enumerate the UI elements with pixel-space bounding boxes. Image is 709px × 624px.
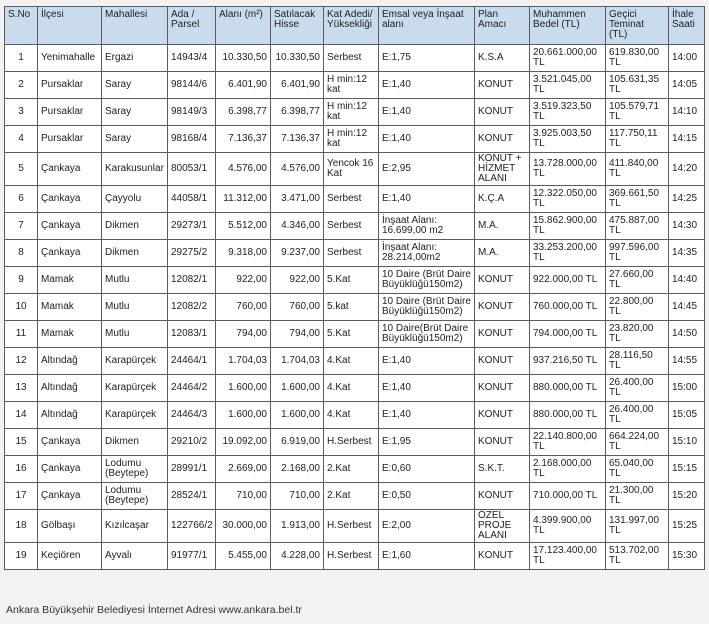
neighborhood-cell: Mutlu [102, 321, 168, 348]
district-cell: Altındağ [38, 348, 102, 375]
estimated-price-cell: 17.123.400,00 TL [530, 543, 606, 570]
plan-purpose-cell: S.K.T. [475, 456, 530, 483]
block-parcel-cell: 12082/2 [168, 294, 216, 321]
estimated-price-cell: 3.925.003,50 TL [530, 126, 606, 153]
floors-cell: H.Serbest [324, 543, 379, 570]
deposit-cell: 117.750,11 TL [606, 126, 669, 153]
table-row [5, 99, 705, 126]
district-cell: Çankaya [38, 483, 102, 510]
block-parcel-cell: 24464/3 [168, 402, 216, 429]
area-cell: 1.704,03 [216, 348, 271, 375]
floors-cell: 5.Kat [324, 267, 379, 294]
table-row [5, 267, 705, 294]
area-cell: 30.000,00 [216, 510, 271, 543]
floor-area-ratio-cell: İnşaat Alanı: 28.214,00m2 [379, 240, 475, 267]
neighborhood-cell: Dikmen [102, 213, 168, 240]
district-cell: Keçiören [38, 543, 102, 570]
floor-area-ratio-cell: 10 Daire (Brüt Daire Büyüklüğü150m2) [379, 294, 475, 321]
row-number-cell: 5 [5, 153, 38, 186]
area-cell: 6.401,90 [216, 72, 271, 99]
floors-cell: 5.Kat [324, 321, 379, 348]
floors-cell: 4.Kat [324, 402, 379, 429]
share-cell: 1.600,00 [271, 402, 324, 429]
area-cell: 1.600,00 [216, 375, 271, 402]
area-cell: 7.136,37 [216, 126, 271, 153]
estimated-price-cell: 13.728.000,00 TL [530, 153, 606, 186]
floor-area-ratio-cell: E:2,95 [379, 153, 475, 186]
deposit-cell: 26.400,00 TL [606, 375, 669, 402]
area-cell: 922,00 [216, 267, 271, 294]
auction-time-cell: 14:35 [669, 240, 705, 267]
row-number-cell: 17 [5, 483, 38, 510]
district-cell: Mamak [38, 267, 102, 294]
plan-purpose-cell: ÖZEL PROJE ALANI [475, 510, 530, 543]
area-cell: 19.092,00 [216, 429, 271, 456]
deposit-cell: 28.116,50 TL [606, 348, 669, 375]
header-cell: Satılacak Hisse [271, 7, 324, 45]
neighborhood-cell: Karapürçek [102, 375, 168, 402]
plan-purpose-cell: KONUT [475, 375, 530, 402]
auction-time-cell: 14:00 [669, 45, 705, 72]
neighborhood-cell: Saray [102, 99, 168, 126]
table-row [5, 186, 705, 213]
deposit-cell: 22.800,00 TL [606, 294, 669, 321]
block-parcel-cell: 29210/2 [168, 429, 216, 456]
plan-purpose-cell: M.A. [475, 240, 530, 267]
plan-purpose-cell: M.A. [475, 213, 530, 240]
floor-area-ratio-cell: E:1,95 [379, 429, 475, 456]
floors-cell: H min:12 kat [324, 126, 379, 153]
estimated-price-cell: 794.000,00 TL [530, 321, 606, 348]
row-number-cell: 6 [5, 186, 38, 213]
row-number-cell: 16 [5, 456, 38, 483]
plan-purpose-cell: KONUT [475, 294, 530, 321]
neighborhood-cell: Kızılcaşar [102, 510, 168, 543]
floors-cell: H min:12 kat [324, 99, 379, 126]
area-cell: 4.576,00 [216, 153, 271, 186]
share-cell: 710,00 [271, 483, 324, 510]
deposit-cell: 513.702,00 TL [606, 543, 669, 570]
floor-area-ratio-cell: E:1,40 [379, 72, 475, 99]
deposit-cell: 411.840,00 TL [606, 153, 669, 186]
auction-time-cell: 14:05 [669, 72, 705, 99]
row-number-cell: 18 [5, 510, 38, 543]
plan-purpose-cell: K.S.A [475, 45, 530, 72]
row-number-cell: 8 [5, 240, 38, 267]
district-cell: Çankaya [38, 240, 102, 267]
plan-purpose-cell: K.Ç.A [475, 186, 530, 213]
neighborhood-cell: Karapürçek [102, 348, 168, 375]
neighborhood-cell: Ergazi [102, 45, 168, 72]
district-cell: Mamak [38, 321, 102, 348]
deposit-cell: 27.660,00 TL [606, 267, 669, 294]
area-cell: 5.455,00 [216, 543, 271, 570]
plan-purpose-cell: KONUT [475, 402, 530, 429]
share-cell: 6.401,90 [271, 72, 324, 99]
floors-cell: H min:12 kat [324, 72, 379, 99]
row-number-cell: 2 [5, 72, 38, 99]
floor-area-ratio-cell: E:0,50 [379, 483, 475, 510]
block-parcel-cell: 28524/1 [168, 483, 216, 510]
district-cell: Çankaya [38, 456, 102, 483]
deposit-cell: 369.661,50 TL [606, 186, 669, 213]
estimated-price-cell: 880.000,00 TL [530, 375, 606, 402]
auction-time-cell: 14:15 [669, 126, 705, 153]
block-parcel-cell: 44058/1 [168, 186, 216, 213]
plan-purpose-cell: KONUT [475, 321, 530, 348]
floor-area-ratio-cell: E:1,40 [379, 186, 475, 213]
estimated-price-cell: 22.140.800,00 TL [530, 429, 606, 456]
share-cell: 6.398,77 [271, 99, 324, 126]
neighborhood-cell: Mutlu [102, 294, 168, 321]
header-cell: Geçici Teminat (TL) [606, 7, 669, 45]
auction-time-cell: 15:10 [669, 429, 705, 456]
district-cell: Pursaklar [38, 99, 102, 126]
neighborhood-cell: Lodumu (Beytepe) [102, 456, 168, 483]
share-cell: 10.330,50 [271, 45, 324, 72]
share-cell: 1.704,03 [271, 348, 324, 375]
table-row [5, 543, 705, 570]
neighborhood-cell: Dikmen [102, 429, 168, 456]
floor-area-ratio-cell: E:1,40 [379, 375, 475, 402]
block-parcel-cell: 29275/2 [168, 240, 216, 267]
share-cell: 2.168,00 [271, 456, 324, 483]
estimated-price-cell: 20.661.000,00 TL [530, 45, 606, 72]
area-cell: 1.600,00 [216, 402, 271, 429]
estimated-price-cell: 12.322.050,00 TL [530, 186, 606, 213]
row-number-cell: 4 [5, 126, 38, 153]
deposit-cell: 26.400,00 TL [606, 402, 669, 429]
area-cell: 2.669,00 [216, 456, 271, 483]
estimated-price-cell: 4.399.900,00 TL [530, 510, 606, 543]
table-row [5, 240, 705, 267]
neighborhood-cell: Ayvalı [102, 543, 168, 570]
table-row [5, 153, 705, 186]
footer-note: Ankara Büyükşehir Belediyesi İnternet Adresi www.ankara.bel.tr [6, 604, 302, 616]
neighborhood-cell: Lodumu (Beytepe) [102, 483, 168, 510]
deposit-cell: 23.820,00 TL [606, 321, 669, 348]
neighborhood-cell: Mutlu [102, 267, 168, 294]
deposit-cell: 105.579,71 TL [606, 99, 669, 126]
floors-cell: 4.Kat [324, 348, 379, 375]
district-cell: Çankaya [38, 213, 102, 240]
share-cell: 1.913,00 [271, 510, 324, 543]
header-row [5, 7, 705, 45]
neighborhood-cell: Karapürçek [102, 402, 168, 429]
estimated-price-cell: 937.216,50 TL [530, 348, 606, 375]
neighborhood-cell: Çayyolu [102, 186, 168, 213]
floor-area-ratio-cell: E:0,60 [379, 456, 475, 483]
block-parcel-cell: 98149/3 [168, 99, 216, 126]
auction-time-cell: 14:50 [669, 321, 705, 348]
neighborhood-cell: Saray [102, 72, 168, 99]
header-cell: Emsal veya İnşaat alanı [379, 7, 475, 45]
share-cell: 9.237,00 [271, 240, 324, 267]
floors-cell: 5.kat [324, 294, 379, 321]
deposit-cell: 475.887,00 TL [606, 213, 669, 240]
floors-cell: Serbest [324, 240, 379, 267]
estimated-price-cell: 710.000,00 TL [530, 483, 606, 510]
floors-cell: H.Serbest [324, 510, 379, 543]
row-number-cell: 1 [5, 45, 38, 72]
district-cell: Altındağ [38, 402, 102, 429]
table-row [5, 294, 705, 321]
row-number-cell: 3 [5, 99, 38, 126]
row-number-cell: 12 [5, 348, 38, 375]
district-cell: Çankaya [38, 153, 102, 186]
block-parcel-cell: 24464/2 [168, 375, 216, 402]
row-number-cell: 14 [5, 402, 38, 429]
district-cell: Pursaklar [38, 126, 102, 153]
plan-purpose-cell: KONUT [475, 483, 530, 510]
table-row [5, 483, 705, 510]
floors-cell: 2.Kat [324, 456, 379, 483]
header-cell: S.No [5, 7, 38, 45]
table-row [5, 402, 705, 429]
row-number-cell: 10 [5, 294, 38, 321]
auction-time-cell: 15:00 [669, 375, 705, 402]
area-cell: 710,00 [216, 483, 271, 510]
block-parcel-cell: 28991/1 [168, 456, 216, 483]
row-number-cell: 9 [5, 267, 38, 294]
share-cell: 922,00 [271, 267, 324, 294]
header-cell: Alanı (m²) [216, 7, 271, 45]
plan-purpose-cell: KONUT [475, 99, 530, 126]
floors-cell: Serbest [324, 213, 379, 240]
auction-time-cell: 15:20 [669, 483, 705, 510]
header-cell: Kat Adedi/ Yüksekliği [324, 7, 379, 45]
table-row [5, 213, 705, 240]
district-cell: Mamak [38, 294, 102, 321]
floor-area-ratio-cell: İnşaat Alanı: 16.699,00 m2 [379, 213, 475, 240]
auction-time-cell: 14:30 [669, 213, 705, 240]
table-row [5, 510, 705, 543]
floor-area-ratio-cell: 10 Daire(Brüt Daire Büyüklüğü150m2) [379, 321, 475, 348]
floor-area-ratio-cell: E:1,40 [379, 402, 475, 429]
floors-cell: Yencok 16 Kat [324, 153, 379, 186]
district-cell: Pursaklar [38, 72, 102, 99]
plan-purpose-cell: KONUT + HİZMET ALANI [475, 153, 530, 186]
table-row [5, 72, 705, 99]
plan-purpose-cell: KONUT [475, 126, 530, 153]
deposit-cell: 21.300,00 TL [606, 483, 669, 510]
floors-cell: H.Serbest [324, 429, 379, 456]
block-parcel-cell: 14943/4 [168, 45, 216, 72]
estimated-price-cell: 15.862.900,00 TL [530, 213, 606, 240]
auction-time-cell: 14:25 [669, 186, 705, 213]
header-cell: Muhammen Bedel (TL) [530, 7, 606, 45]
share-cell: 3.471,00 [271, 186, 324, 213]
share-cell: 4.576,00 [271, 153, 324, 186]
block-parcel-cell: 122766/2 [168, 510, 216, 543]
share-cell: 4.228,00 [271, 543, 324, 570]
block-parcel-cell: 12083/1 [168, 321, 216, 348]
floor-area-ratio-cell: E:2,00 [379, 510, 475, 543]
estimated-price-cell: 3.521.045,00 TL [530, 72, 606, 99]
auction-time-cell: 14:10 [669, 99, 705, 126]
estimated-price-cell: 760.000,00 TL [530, 294, 606, 321]
auction-time-cell: 15:30 [669, 543, 705, 570]
deposit-cell: 65.040,00 TL [606, 456, 669, 483]
district-cell: Altındağ [38, 375, 102, 402]
plan-purpose-cell: KONUT [475, 429, 530, 456]
estimated-price-cell: 922.000,00 TL [530, 267, 606, 294]
block-parcel-cell: 98144/6 [168, 72, 216, 99]
row-number-cell: 15 [5, 429, 38, 456]
block-parcel-cell: 80053/1 [168, 153, 216, 186]
plan-purpose-cell: KONUT [475, 267, 530, 294]
district-cell: Gölbaşı [38, 510, 102, 543]
auction-time-cell: 14:40 [669, 267, 705, 294]
header-cell: Plan Amacı [475, 7, 530, 45]
deposit-cell: 131.997,00 TL [606, 510, 669, 543]
table-row [5, 348, 705, 375]
table-row [5, 375, 705, 402]
block-parcel-cell: 12082/1 [168, 267, 216, 294]
block-parcel-cell: 98168/4 [168, 126, 216, 153]
header-cell: İhale Saati [669, 7, 705, 45]
area-cell: 10.330,50 [216, 45, 271, 72]
estimated-price-cell: 33.253.200,00 TL [530, 240, 606, 267]
auction-time-cell: 15:25 [669, 510, 705, 543]
floor-area-ratio-cell: E:1,75 [379, 45, 475, 72]
block-parcel-cell: 29273/1 [168, 213, 216, 240]
plan-purpose-cell: KONUT [475, 72, 530, 99]
auction-time-cell: 14:20 [669, 153, 705, 186]
plan-purpose-cell: KONUT [475, 348, 530, 375]
auction-time-cell: 14:55 [669, 348, 705, 375]
plan-purpose-cell: KONUT [475, 543, 530, 570]
row-number-cell: 11 [5, 321, 38, 348]
auction-time-cell: 15:15 [669, 456, 705, 483]
deposit-cell: 664.224,00 TL [606, 429, 669, 456]
area-cell: 9.318,00 [216, 240, 271, 267]
deposit-cell: 619.830,00 TL [606, 45, 669, 72]
estimated-price-cell: 2.168.000,00 TL [530, 456, 606, 483]
share-cell: 4.346,00 [271, 213, 324, 240]
share-cell: 6.919,00 [271, 429, 324, 456]
estimated-price-cell: 3.519.323,50 TL [530, 99, 606, 126]
row-number-cell: 7 [5, 213, 38, 240]
floors-cell: Serbest [324, 45, 379, 72]
table-row [5, 456, 705, 483]
neighborhood-cell: Karakusunlar [102, 153, 168, 186]
auction-time-cell: 15:05 [669, 402, 705, 429]
share-cell: 7.136,37 [271, 126, 324, 153]
floor-area-ratio-cell: 10 Daire (Brüt Daire Büyüklüğü150m2) [379, 267, 475, 294]
estimated-price-cell: 880.000,00 TL [530, 402, 606, 429]
header-cell: İlçesi [38, 7, 102, 45]
floor-area-ratio-cell: E:1,40 [379, 126, 475, 153]
block-parcel-cell: 24464/1 [168, 348, 216, 375]
deposit-cell: 997.596,00 TL [606, 240, 669, 267]
share-cell: 760,00 [271, 294, 324, 321]
area-cell: 794,00 [216, 321, 271, 348]
table-row [5, 45, 705, 72]
table-body [5, 45, 705, 570]
floor-area-ratio-cell: E:1,60 [379, 543, 475, 570]
district-cell: Çankaya [38, 186, 102, 213]
deposit-cell: 105.631,35 TL [606, 72, 669, 99]
floors-cell: 2.Kat [324, 483, 379, 510]
district-cell: Yenimahalle [38, 45, 102, 72]
block-parcel-cell: 91977/1 [168, 543, 216, 570]
header-cell: Ada / Parsel [168, 7, 216, 45]
row-number-cell: 13 [5, 375, 38, 402]
area-cell: 11.312,00 [216, 186, 271, 213]
header-cell: Mahallesi [102, 7, 168, 45]
share-cell: 1.600,00 [271, 375, 324, 402]
row-number-cell: 19 [5, 543, 38, 570]
table-row [5, 429, 705, 456]
floor-area-ratio-cell: E:1,40 [379, 348, 475, 375]
area-cell: 760,00 [216, 294, 271, 321]
area-cell: 5.512,00 [216, 213, 271, 240]
table-row [5, 321, 705, 348]
neighborhood-cell: Dikmen [102, 240, 168, 267]
neighborhood-cell: Saray [102, 126, 168, 153]
floors-cell: 4.Kat [324, 375, 379, 402]
floors-cell: Serbest [324, 186, 379, 213]
floor-area-ratio-cell: E:1,40 [379, 99, 475, 126]
auction-time-cell: 14:45 [669, 294, 705, 321]
table-row [5, 126, 705, 153]
auction-table [4, 6, 705, 570]
district-cell: Çankaya [38, 429, 102, 456]
share-cell: 794,00 [271, 321, 324, 348]
area-cell: 6.398,77 [216, 99, 271, 126]
